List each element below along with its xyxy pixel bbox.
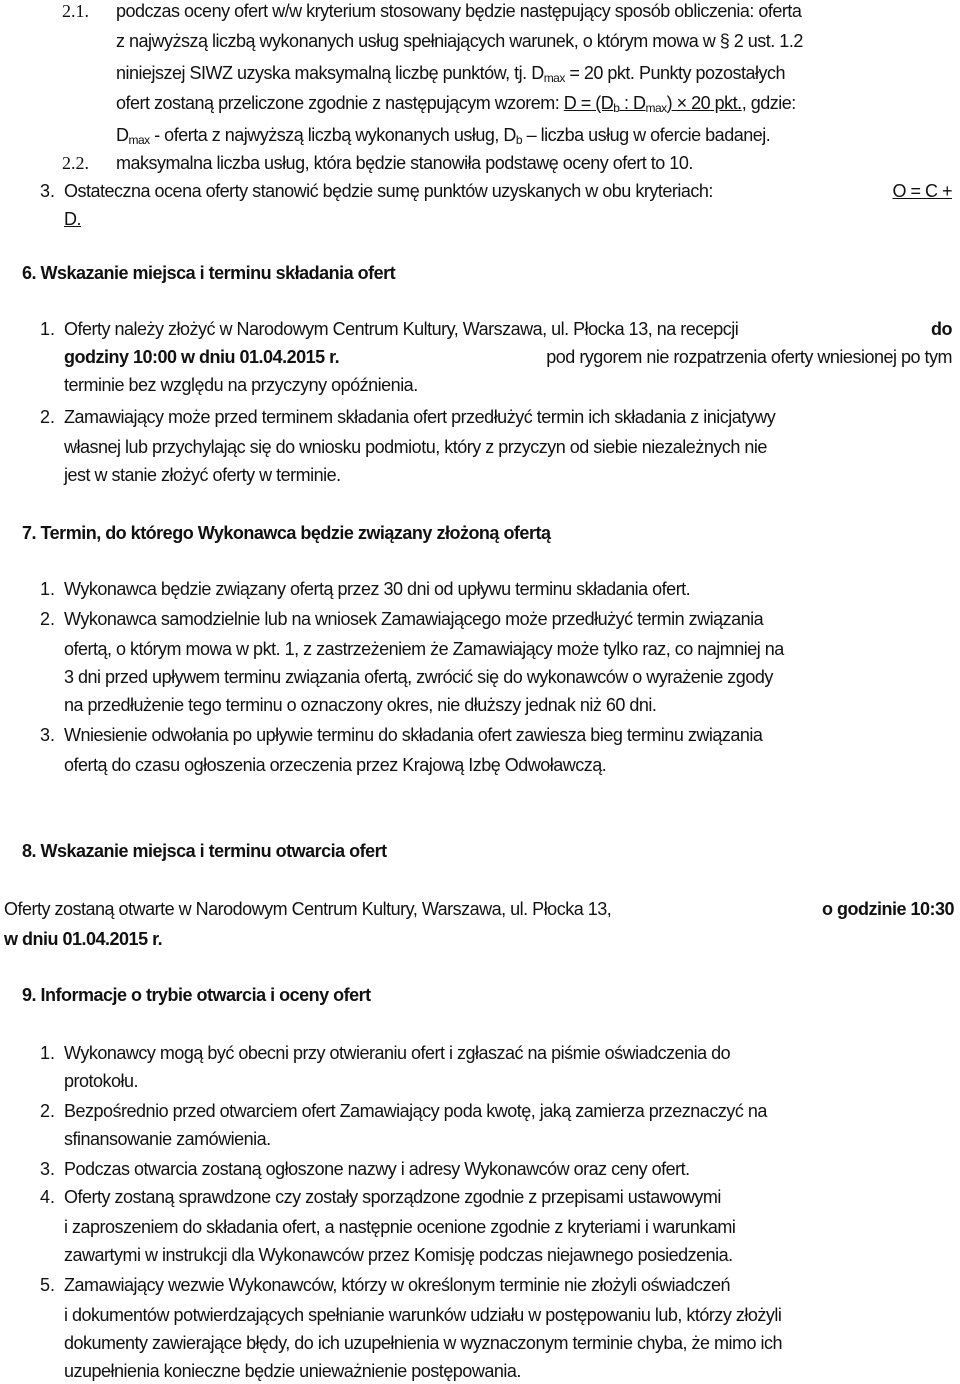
section-9-heading: 9. Informacje o trybie otwarcia i oceny ofert [22, 985, 371, 1005]
s7-item-number-1: 1. [40, 579, 56, 599]
s6-item-2-line2: własnej lub przychylając się do wniosku podmiotu, który z przyczyn od siebie niezależnych nie [64, 437, 767, 457]
s9-item-3-line1: Podczas otwarcia zostaną ogłoszone nazwy i adresy Wykonawców oraz ceny ofert. [64, 1159, 690, 1179]
s7-item-number-2: 2. [40, 609, 56, 629]
s9-item-5-line2: i dokumentów potwierdzających spełnianie warunków udziału w postępowaniu lub, którzy złożyli [64, 1305, 782, 1325]
s6-item-number-1: 1. [40, 319, 56, 339]
s9-item-1-line2: protokołu. [64, 1071, 139, 1091]
item-2-1-line1: podczas oceny ofert w/w kryterium stosowany będzie następujący sposób obliczenia: oferta [116, 1, 802, 21]
s9-item-4-line2: i zaproszeniem do składania ofert, a następnie ocenione zgodnie z kryteriami i warunkami [64, 1217, 736, 1237]
s9-item-number-1: 1. [40, 1043, 56, 1063]
s6-item-1-line2: godziny 10:00 w dniu 01.04.2015 r. pod rygorem nie rozpatrzenia oferty wniesionej po tym [64, 347, 952, 367]
item-2-2-text: maksymalna liczba usług, która będzie stanowiła podstawę oceny ofert to 10. [116, 153, 693, 173]
item-3-text: Ostateczna ocena oferty stanowić będzie sumę punktów uzyskanych w obu kryteriach: O = C + [64, 181, 952, 201]
section-8-heading: 8. Wskazanie miejsca i terminu otwarcia ofert [22, 841, 387, 861]
s9-item-2-line2: sfinansowanie zamówienia. [64, 1129, 271, 1149]
scoring-formula: $D = (D_b$ : $D_{max}) \times 20$ pkt. [563, 93, 742, 115]
item-2-1-line2: z najwyższą liczbą wykonanych usług spełniających warunek, o którym mowa w § 2 ust. 1.2 [116, 31, 803, 51]
s6-item-number-2: 2. [40, 407, 56, 427]
item-number-3: 3. [40, 181, 56, 201]
item-3-formula-end: D. [64, 209, 81, 229]
s7-item-2-line1: Wykonawca samodzielnie lub na wniosek Zamawiającego może przedłużyć termin związania [64, 609, 764, 629]
s9-item-4-line1: Oferty zostaną sprawdzone czy zostały sporządzone zgodnie z przepisami ustawowymi [64, 1187, 721, 1207]
s7-item-number-3: 3. [40, 725, 56, 745]
s9-item-5-line1: Zamawiający wezwie Wykonawców, którzy w określonym terminie nie złożyli oświadczeń [64, 1275, 731, 1295]
s7-item-2-line2: ofertą, o którym mowa w pkt. 1, z zastrzeżeniem że Zamawiający może tylko raz, co najmniej na [64, 639, 784, 659]
s7-item-2-line4: na przedłużenie tego terminu o oznaczony okres, nie dłuższy jednak niż 60 dni. [64, 695, 657, 715]
s9-item-2-line1: Bezpośrednio przed otwarciem ofert Zamawiający poda kwotę, jaką zamierza przeznaczyć na [64, 1101, 767, 1121]
item-number-2-2: 2.2. [62, 153, 89, 173]
s9-item-4-line3: zawartymi w instrukcji dla Wykonawców przez Komisję podczas niejawnego posiedzenia. [64, 1245, 733, 1265]
s8-line2: w dniu 01.04.2015 r. [4, 929, 163, 949]
section-7-heading: 7. Termin, do którego Wykonawca będzie związany złożoną ofertą [22, 523, 551, 543]
s7-item-3-line2: ofertą do czasu ogłoszenia orzeczenia przez Krajową Izbę Odwoławczą. [64, 755, 607, 775]
s7-item-1-line1: Wykonawca będzie związany ofertą przez 30 dni od upływu terminu składania ofert. [64, 579, 691, 599]
s6-item-1-line3: terminie bez względu na przyczyny opóźnienia. [64, 375, 418, 395]
s6-item-2-line1: Zamawiający może przed terminem składania ofert przedłużyć termin ich składania z inicjatywy [64, 407, 776, 427]
s9-item-5-line4: uzupełnienia konieczne będzie unieważnienie postępowania. [64, 1361, 521, 1381]
s6-item-2-line3: jest w stanie złożyć oferty w terminie. [64, 465, 341, 485]
item-number-2-1: 2.1. [62, 1, 89, 21]
section-6-heading: 6. Wskazanie miejsca i terminu składania ofert [22, 263, 396, 283]
s7-item-3-line1: Wniesienie odwołania po upływie terminu do składania ofert zawiesza bieg terminu związania [64, 725, 763, 745]
s9-item-number-4: 4. [40, 1187, 56, 1207]
s6-item-1-line1: Oferty należy złożyć w Narodowym Centrum Kultury, Warszawa, ul. Płocka 13, na recepcji do [64, 319, 952, 339]
item-2-1-line3: niniejszej SIWZ uzyska maksymalną liczbę punktów, tj. $D_{max} = 20$ pkt. Punkty pozostałych [116, 63, 786, 85]
item-2-1-line5: $D_{max}$ - oferta z najwyższą liczbą wykonanych usług, $D_b$ – liczba usług w ofercie badanej. [116, 125, 771, 147]
s9-item-number-5: 5. [40, 1275, 56, 1295]
s9-item-number-2: 2. [40, 1101, 56, 1121]
s9-item-number-3: 3. [40, 1159, 56, 1179]
s9-item-5-line3: dokumenty zawierające błędy, do ich uzupełnienia w wyznaczonym terminie chyba, że mimo ich [64, 1333, 783, 1353]
s7-item-2-line3: 3 dni przed upływem terminu związania ofertą, zwrócić się do wykonawców o wyrażenie zgody [64, 667, 773, 687]
s8-line1: Oferty zostaną otwarte w Narodowym Centrum Kultury, Warszawa, ul. Płocka 13, o godzinie 10:30 [4, 899, 954, 919]
item-2-1-line4: ofert zostaną przeliczone zgodnie z następującym wzorem: $D = (D_b$ : $D_{max}) \times 20$ pkt., gdzie: [116, 93, 796, 115]
s9-item-1-line1: Wykonawcy mogą być obecni przy otwieraniu ofert i zgłaszać na piśmie oświadczenia do [64, 1043, 731, 1063]
